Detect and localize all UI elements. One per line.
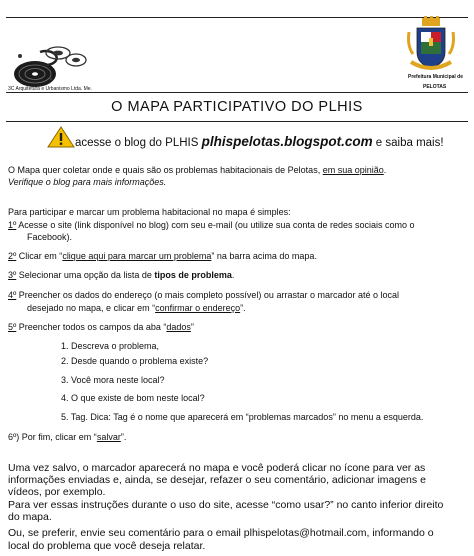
top-rule [6,17,468,18]
step-6-number: 6º) [8,432,20,442]
field-item-5: 5. Tag. Dica: Tag é o nome que aparecerá em “problemas marcados” no menu a esquerda. [61,412,424,422]
step-4-line2 [27,303,246,314]
blog-text-before: acesse o blog do PLHIS [75,137,202,149]
step-5-text-a: Preencher todos os campos da aba “ [16,322,167,332]
save-link[interactable]: salvar [96,432,121,442]
step-1-number: 1º [8,220,17,230]
step-3 [8,270,234,281]
steps-intro: Para participar e marcar um problema habitacional no mapa é simples: [8,207,291,217]
data-tab-link[interactable]: dados [166,322,191,332]
step-1 [8,220,415,231]
step-3-text-b: . [231,270,235,280]
closing-line-1: Uma vez salvo, o marcador aparecerá no mapa e você poderá clicar no ícone para ver as [8,462,426,474]
intro-verify: Verifique o blog para mais informações. [8,177,167,187]
closing-line-4: Para ver essas instruções durante o uso do site, acesse “como usar?” no canto inferior direito [8,499,444,511]
confirm-address-link[interactable]: confirmar o endereço [155,303,241,313]
prefeitura-line1: Prefeitura Municipal de [408,74,464,80]
company-caption: 3C Arquitetura e Urbanismo Ltda. Me. [8,86,92,92]
step-1-line1: Acesse o site (link disponível no blog) com seu e-mail (ou utilize sua conta de redes sociais como o [16,220,415,230]
closing-line-5: do mapa. [8,511,52,523]
closing-line-6: Ou, se preferir, envie seu comentário para o email plhispelotas@hotmail.com, informando o [8,527,434,539]
step-2-text-b: ” na barra acima do mapa. [211,251,317,261]
step-6-text-b: ”. [120,432,127,442]
field-item-3: 3. Você mora neste local? [61,375,165,385]
blog-url-link[interactable]: plhispelotas.blogspot.com [201,134,373,149]
field-item-4: 4. O que existe de bom neste local? [61,393,205,403]
closing-line-2: informações enviadas e, ainda, se desejar, refazer o seu comentário, adicionar imagens e [8,474,426,486]
intro-text-c: . [383,165,387,175]
prefeitura-line2: PELOTAS [423,84,447,90]
step-5-text-b: ” [190,322,194,332]
warning-icon [46,125,76,149]
step-5-number: 5º [8,322,17,332]
field-item-2: 2. Desde quando o problema existe? [61,356,209,366]
intro-text [8,165,386,176]
step-3-number: 3º [8,270,17,280]
step-4 [8,290,399,301]
step-4-line1: Preencher os dados do endereço (o mais completo possível) ou arrastar o marcador até o local [16,290,399,300]
intro-text-a: O Mapa quer coletar onde e quais são os problemas habitacionais de Pelotas, [8,165,323,175]
mark-problem-link[interactable]: clique aqui para marcar um problema [62,251,212,261]
step-2-text-a: Clicar em “ [16,251,63,261]
closing-line-7: local do problema que você deseja relatar. [8,540,206,552]
step-5 [8,322,194,333]
step-4-text-a: desejado no mapa, e clicar em “ [27,303,156,313]
company-logo [10,38,90,90]
intro-opinion: em sua opinião [322,165,384,175]
step-1-line2: Facebook). [27,232,73,242]
field-item-1: 1. Descreva o problema, [61,341,160,351]
header-rule [6,92,468,93]
problem-types-label: tipos de problema [154,270,232,280]
step-2 [8,251,317,262]
step-2-number: 2º [8,251,17,261]
step-4-number: 4º [8,290,17,300]
closing-line-3: vídeos, por exemplo. [8,486,106,498]
coat-of-arms-logo [405,16,457,76]
blog-line [75,135,444,150]
page-title: O MAPA PARTICIPATIVO DO PLHIS [111,99,363,115]
step-6-text-a: Por fim, clicar em “ [19,432,97,442]
step-4-text-b: ”. [240,303,246,313]
step-6 [8,432,126,443]
blog-text-after: e saiba mais! [372,137,444,149]
step-3-text-a: Selecionar uma opção da lista de [16,270,155,280]
title-rule [6,121,468,122]
